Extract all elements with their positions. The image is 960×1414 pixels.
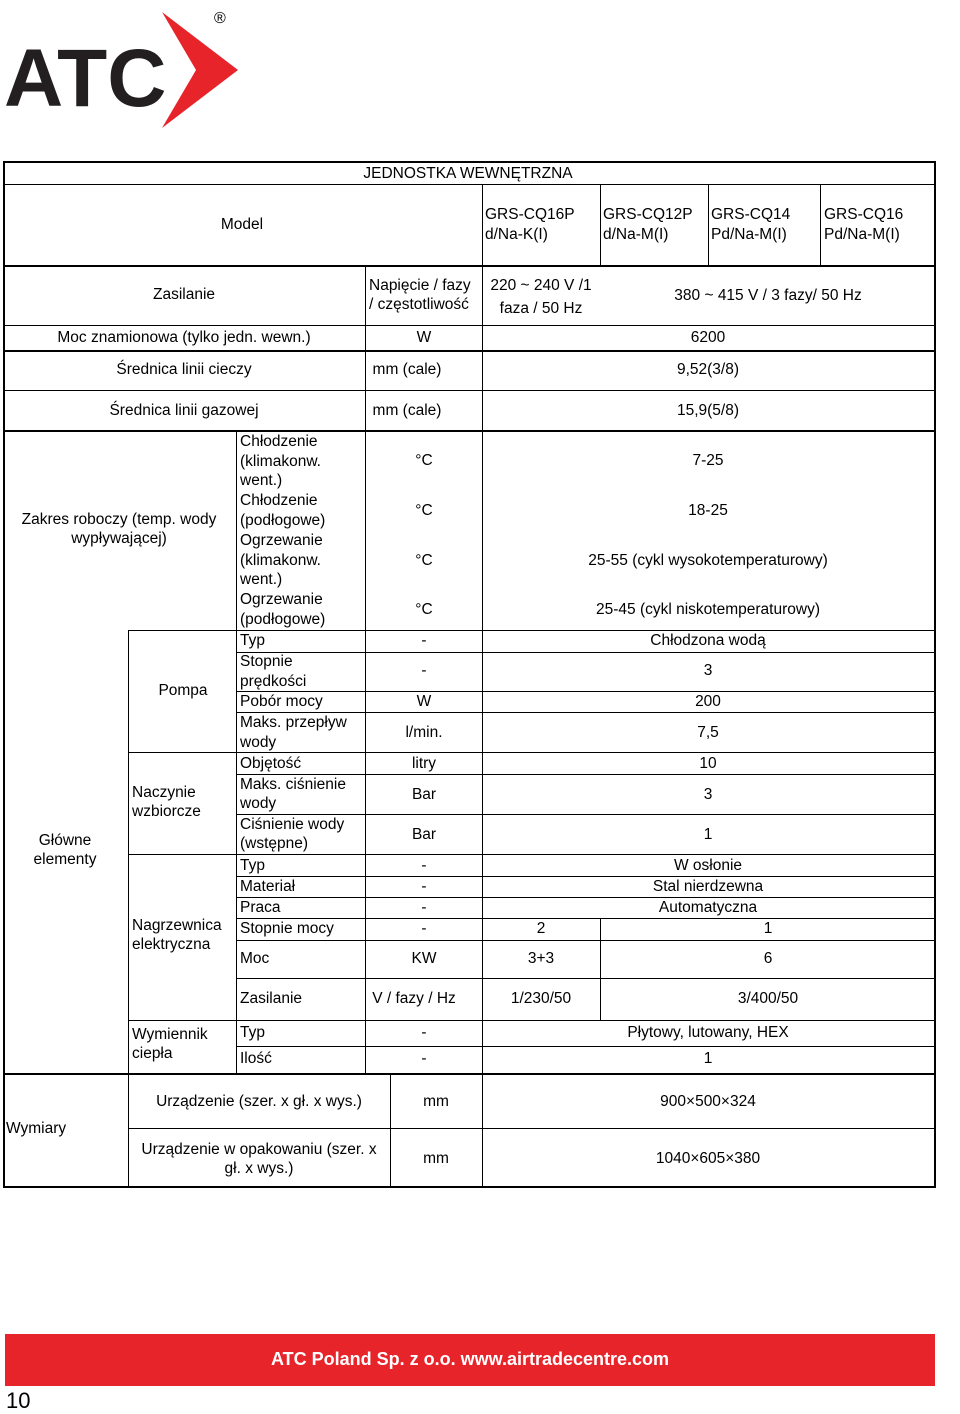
pompa-typ-value: Chłodzona wodą [650, 632, 766, 649]
nagrzewnica-zasilanie-label: Zasilanie [240, 990, 303, 1007]
pompa-stopnie-label-l1: Stopnie [240, 653, 293, 670]
wymiary-urzadzenie-value: 900×500×324 [660, 1093, 756, 1110]
naczynie-cisnienie-max-l2: wody [240, 795, 277, 812]
atc-logo [0, 0, 250, 140]
nagrzewnica-zasilanie-value-3ph: 3/400/50 [737, 990, 799, 1007]
zakres-row2-label-l1: Chłodzenie [240, 492, 318, 509]
zasilanie-param-line2: / częstotliwość [369, 296, 469, 313]
naczynie-objetosc-unit: litry [411, 755, 437, 772]
zasilanie-1ph-line2: faza / 50 Hz [499, 300, 583, 317]
zakres-row3-label-l3: went.) [240, 571, 283, 588]
logo-text: ATC [4, 33, 167, 124]
zakres-row1-label-l3: went.) [240, 472, 283, 489]
zakres-row3-label-l2: (klimakonw. [240, 552, 321, 569]
glowne-label-line2: elementy [33, 851, 97, 868]
ciecz-unit: mm (cale) [372, 361, 442, 378]
wymiennik-typ-unit: - [421, 1024, 427, 1041]
zakres-row1-label-l1: Chłodzenie [240, 433, 318, 450]
nagrzewnica-moc-value-3ph: 6 [763, 950, 773, 967]
wymiary-label: Wymiary [6, 1120, 67, 1137]
nagrzewnica-zasilanie-value-1ph: 1/230/50 [510, 990, 572, 1007]
zakres-row4-label-l2: (podłogowe) [240, 611, 326, 628]
nagrzewnica-stopnie-unit: - [421, 920, 427, 937]
pompa-przeplyw-label-l2: wody [240, 734, 277, 751]
nagrzewnica-label-line1: Nagrzewnica [132, 917, 222, 934]
moc-value: 6200 [690, 329, 726, 346]
nagrzewnica-typ-value: W osłonie [673, 857, 743, 874]
zakres-row1-label-l2: (klimakonw. [240, 453, 321, 470]
pompa-pobor-label: Pobór mocy [240, 693, 323, 710]
nagrzewnica-moc-unit: KW [411, 950, 437, 967]
pompa-typ-label: Typ [240, 632, 265, 649]
naczynie-cisnienie-max-l1: Maks. ciśnienie [240, 776, 346, 793]
nagrzewnica-stopnie-label: Stopnie mocy [240, 920, 334, 937]
zakres-row2-value: 18-25 [688, 502, 728, 519]
nagrzewnica-typ-unit: - [421, 857, 427, 874]
naczynie-cisnienie-wst-unit: Bar [411, 826, 437, 843]
pompa-pobor-value: 200 [695, 693, 721, 710]
zasilanie-1ph-line1: 220 ~ 240 V /1 [490, 277, 592, 294]
glowne-label-line1: Główne [38, 832, 92, 849]
nagrzewnica-material-label: Materiał [240, 878, 296, 895]
nagrzewnica-stopnie-value-3ph: 1 [763, 920, 773, 937]
nagrzewnica-typ-label: Typ [240, 857, 265, 874]
zakres-row4-label-l1: Ogrzewanie [240, 591, 323, 608]
zakres-row3-label-l1: Ogrzewanie [240, 532, 323, 549]
model-2-line1: GRS-CQ12P [603, 206, 693, 223]
pompa-przeplyw-label-l1: Maks. przepływ [240, 714, 347, 731]
zakres-row3-value: 25-55 (cykl wysokotemperaturowy) [588, 552, 828, 569]
wymiary-urzadzenie-label: Urządzenie (szer. x gł. x wys.) [156, 1093, 362, 1110]
zakres-row1-value: 7-25 [692, 452, 724, 469]
model-label: Model [220, 216, 264, 233]
naczynie-cisnienie-wst-value: 1 [703, 826, 713, 843]
naczynie-cisnienie-max-value: 3 [703, 786, 713, 803]
zakres-row4-unit: °C [415, 601, 433, 618]
wymiary-opakowanie-label-l2: gł. x wys.) [224, 1160, 294, 1177]
zakres-row3-unit: °C [415, 552, 433, 569]
model-2-line2: d/Na-M(I) [603, 226, 669, 243]
pompa-przeplyw-unit: l/min. [405, 724, 443, 741]
footer-banner [5, 1334, 935, 1386]
pompa-label: Pompa [158, 682, 208, 699]
wymiennik-ilosc-label: Ilość [240, 1050, 272, 1067]
gaz-label: Średnica linii gazowej [109, 402, 259, 419]
ciecz-label: Średnica linii cieczy [116, 361, 252, 378]
registered-mark: ® [214, 10, 226, 27]
wymiennik-label-line1: Wymiennik [132, 1026, 208, 1043]
pompa-typ-unit: - [421, 632, 427, 649]
zakres-label-line2: wypływającej) [71, 530, 167, 547]
model-3-line2: Pd/Na-M(I) [711, 226, 787, 243]
pompa-przeplyw-value: 7,5 [697, 724, 719, 741]
zakres-row2-unit: °C [415, 502, 433, 519]
naczynie-cisnienie-wst-l1: Ciśnienie wody [240, 816, 345, 833]
nagrzewnica-moc-value-1ph: 3+3 [527, 950, 555, 967]
zasilanie-label: Zasilanie [152, 286, 216, 303]
wymiennik-label-line2: ciepła [132, 1045, 173, 1062]
nagrzewnica-stopnie-value-1ph: 2 [536, 920, 546, 937]
pompa-stopnie-label-l2: prędkości [240, 673, 307, 690]
naczynie-objetosc-label: Objętość [240, 755, 302, 772]
naczynie-label-line1: Naczynie [132, 784, 196, 801]
nagrzewnica-material-value: Stal nierdzewna [652, 878, 764, 895]
nagrzewnica-moc-label: Moc [240, 950, 270, 967]
zakres-label-line1: Zakres roboczy (temp. wody [21, 511, 217, 528]
naczynie-objetosc-value: 10 [699, 755, 717, 772]
wymiary-opakowanie-label-l1: Urządzenie w opakowaniu (szer. x [141, 1141, 377, 1158]
wymiennik-typ-value: Płytowy, lutowany, HEX [627, 1024, 789, 1041]
wymiennik-ilosc-value: 1 [703, 1050, 713, 1067]
wymiary-opakowanie-unit: mm [423, 1150, 449, 1167]
ciecz-value: 9,52(3/8) [676, 361, 740, 378]
naczynie-label-line2: wzbiorcze [132, 803, 201, 820]
table-title: JEDNOSTKA WEWNĘTRZNA [363, 165, 573, 182]
model-3-line1: GRS-CQ14 [711, 206, 791, 223]
nagrzewnica-praca-label: Praca [240, 899, 281, 916]
wymiary-opakowanie-value: 1040×605×380 [655, 1150, 761, 1167]
zakres-row2-label-l2: (podłogowe) [240, 512, 326, 529]
naczynie-cisnienie-max-unit: Bar [411, 786, 437, 803]
pompa-pobor-unit: W [416, 693, 432, 710]
model-4-line2: Pd/Na-M(I) [824, 226, 900, 243]
nagrzewnica-zasilanie-unit: V / fazy / Hz [372, 990, 456, 1007]
pompa-stopnie-value: 3 [703, 662, 713, 679]
model-1-line1: GRS-CQ16P [485, 206, 575, 223]
moc-unit: W [416, 329, 432, 346]
page-number: 10 [6, 1388, 31, 1413]
wymiennik-ilosc-unit: - [421, 1050, 427, 1067]
footer-text: ATC Poland Sp. z o.o. www.airtradecentre.com [270, 1349, 670, 1369]
nagrzewnica-praca-unit: - [421, 899, 427, 916]
wymiennik-typ-label: Typ [240, 1024, 265, 1041]
pompa-stopnie-unit: - [421, 662, 427, 679]
nagrzewnica-label-line2: elektryczna [132, 936, 211, 953]
model-1-line2: d/Na-K(I) [485, 226, 548, 243]
wymiary-urzadzenie-unit: mm [423, 1093, 449, 1110]
nagrzewnica-praca-value: Automatyczna [658, 899, 758, 916]
moc-label: Moc znamionowa (tylko jedn. wewn.) [57, 329, 311, 346]
zakres-row1-unit: °C [415, 452, 433, 469]
zasilanie-param-line1: Napięcie / fazy [369, 277, 471, 294]
naczynie-cisnienie-wst-l2: (wstępne) [240, 835, 309, 852]
zakres-row4-value: 25-45 (cykl niskotemperaturowy) [596, 601, 820, 618]
nagrzewnica-material-unit: - [421, 878, 427, 895]
model-4-line1: GRS-CQ16 [824, 206, 904, 223]
gaz-value: 15,9(5/8) [676, 402, 740, 419]
gaz-unit: mm (cale) [372, 402, 442, 419]
zasilanie-3ph-value: 380 ~ 415 V / 3 fazy/ 50 Hz [674, 287, 862, 304]
